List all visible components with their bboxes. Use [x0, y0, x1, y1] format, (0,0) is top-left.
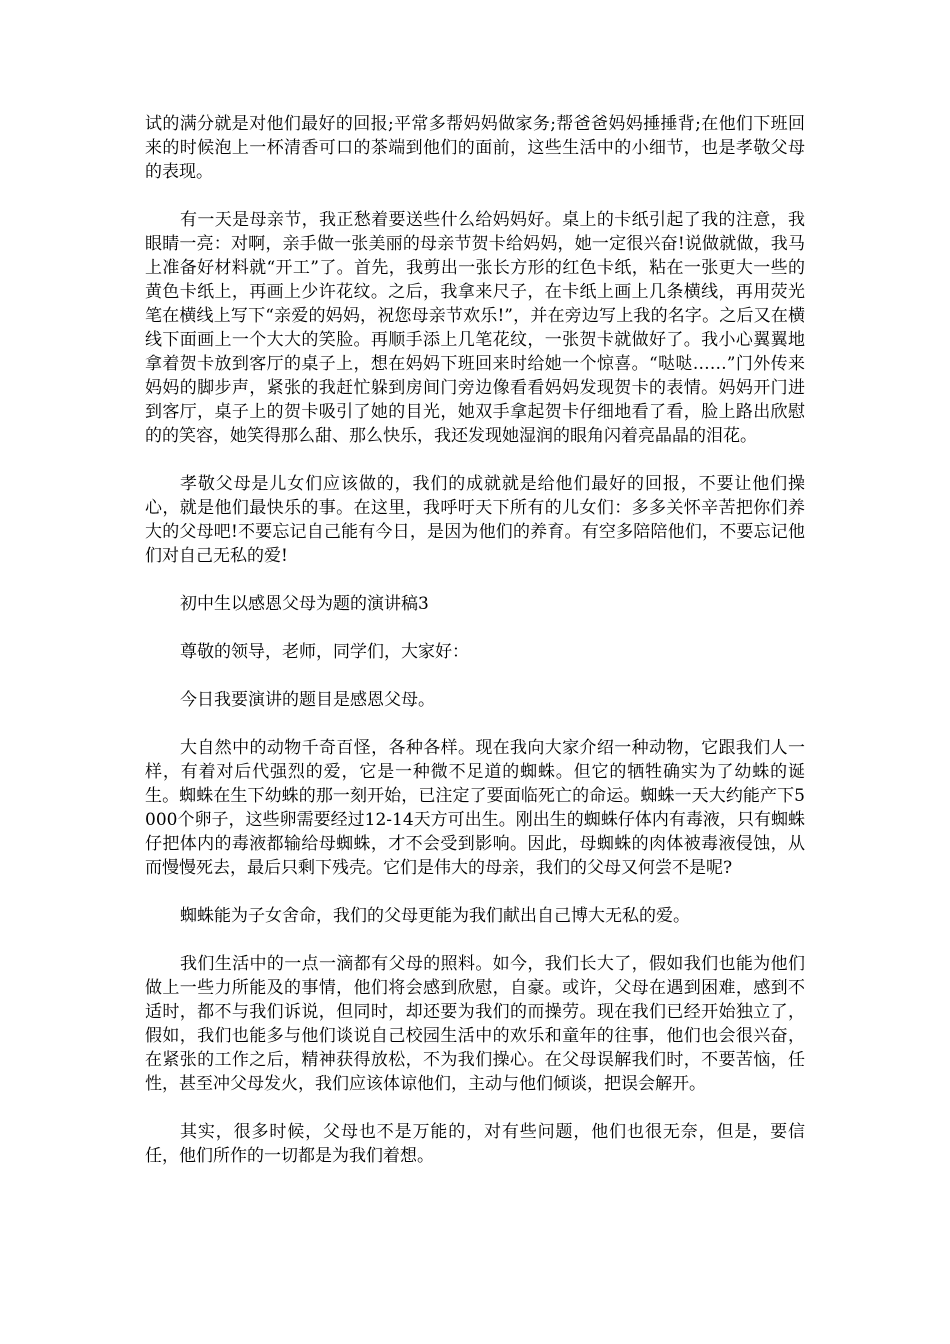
- paragraph-2: 有一天是母亲节，我正愁着要送些什么给妈妈好。桌上的卡纸引起了我的注意，我眼睛一亮：对啊，亲手做一张美丽的母亲节贺卡给妈妈，她一定很兴奋!说做就做，我马上准备好材料就“开工”了。首先，我剪出一张长方形的红色卡纸，粘在一张更大一些的黄色卡纸上，再画上少许花纹。之后，我拿来尺子，在卡纸上画上几条横线，再用荧光笔在横线上写下“亲爱的妈妈，祝您母亲节欢乐!”，并在旁边写上我的名字。之后又在横线下面画上一个大大的笑脸。再顺手添上几笔花纹，一张贺卡就做好了。我小心翼翼地拿着贺卡放到客厅的桌子上，想在妈妈下班回来时给她一个惊喜。“哒哒……”门外传来妈妈的脚步声，紧张的我赶忙躲到房间门旁边像看看妈妈发现贺卡的表情。妈妈开门进到客厅，桌子上的贺卡吸引了她的目光，她双手拿起贺卡仔细地看了看，脸上路出欣慰的的笑容，她笑得那么甜、那么快乐，我还发现她湿润的眼角闪着亮晶晶的泪花。: [145, 210, 805, 446]
- paragraph-sacrifice: 蜘蛛能为子女舍命，我们的父母更能为我们献出自己博大无私的爱。: [180, 906, 690, 926]
- topic-intro: 今日我要演讲的题目是感恩父母。: [180, 690, 435, 710]
- paragraph-3: 孝敬父母是儿女们应该做的，我们的成就就是给他们最好的回报，不要让他们操心，就是他们最快乐的事。在这里，我呼吁天下所有的儿女们：多多关怀辛苦把你们养大的父母吧!不要忘记自己能有今日，是因为他们的养育。有空多陪陪他们，不要忘记他们对自己无私的爱!: [145, 474, 805, 566]
- paragraph-1: 试的满分就是对他们最好的回报;平常多帮妈妈做家务;帮爸爸妈妈捶捶背;在他们下班回来的时候泡上一杯清香可口的茶端到他们的面前，这些生活中的小细节，也是孝敬父母的表现。: [145, 114, 805, 182]
- paragraph-care: 我们生活中的一点一滴都有父母的照料。如今，我们长大了，假如我们也能为他们做上一些力所能及的事情，他们将会感到欣慰，自豪。或许，父母在遇到困难，感到不适时，都不与我们诉说，但同时，却还要为我们的而操劳。现在我们已经开始独立了，假如，我们也能多与他们谈说自己校园生活中的欢乐和童年的往事，他们也会很兴奋，在紧张的工作之后，精神获得放松，不为我们操心。在父母误解我们时，不要苦恼，任性，甚至冲父母发火，我们应该体谅他们，主动与他们倾谈，把误会解开。: [145, 954, 805, 1094]
- greeting: 尊敬的领导，老师，同学们，大家好：: [180, 642, 469, 662]
- speech-title: 初中生以感恩父母为题的演讲稿3: [180, 594, 429, 614]
- paragraph-trust: 其实，很多时候，父母也不是万能的，对有些问题，他们也很无奈，但是，要信任，他们所作的一切都是为我们着想。: [145, 1122, 805, 1166]
- paragraph-spider: 大自然中的动物千奇百怪，各种各样。现在我向大家介绍一种动物，它跟我们人一样，有着对后代强烈的爱，它是一种微不足道的蜘蛛。但它的牺牲确实为了幼蛛的诞生。蜘蛛在生下幼蛛的那一刻开始，已注定了要面临死亡的命运。蜘蛛一天大约能产下5000个卵子，这些卵需要经过12-14天方可出生。刚出生的蜘蛛仔体内有毒液，只有蜘蛛仔把体内的毒液都输给母蜘蛛，才不会受到影响。因此，母蜘蛛的肉体被毒液侵蚀，从而慢慢死去，最后只剩下残壳。它们是伟大的母亲，我们的父母又何尝不是呢?: [145, 738, 805, 878]
- document-page: [145, 112, 805, 1192]
